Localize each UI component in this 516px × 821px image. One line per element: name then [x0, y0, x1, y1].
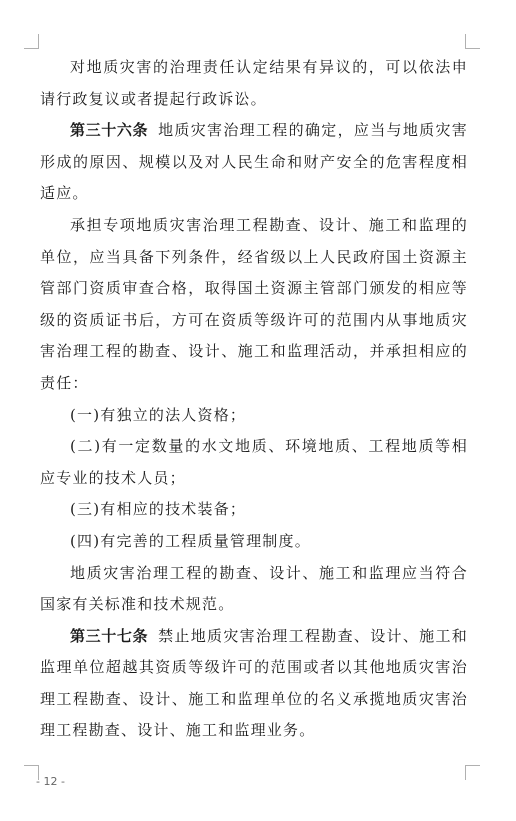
paragraph-3: [40, 210, 468, 400]
paragraph-text: (二)有一定数量的水文地质、环境地质、工程地质等相应专业的技术人员；: [40, 437, 468, 487]
list-item-4: [40, 526, 468, 558]
paragraph-text: 禁止地质灾害治理工程勘查、设计、施工和监理单位超越其资质等级许可的范围或者以其他地质灾害治理工程勘查、设计、施工和监理单位的名义承揽地质灾害治理工程勘查、设计、施工和监理业务。: [40, 626, 468, 740]
paragraph-article-36: [40, 115, 468, 210]
crop-mark-top-right: [465, 34, 480, 49]
paragraph-text: (一)有独立的法人资格；: [70, 405, 247, 424]
paragraph-text: 对地质灾害的治理责任认定结果有异议的，可以依法申请行政复议或者提起行政诉讼。: [40, 58, 468, 108]
paragraph-text: (三)有相应的技术装备；: [70, 500, 247, 519]
list-item-1: [40, 400, 468, 432]
crop-mark-top-left: [24, 34, 39, 49]
article-number: 第三十六条: [70, 121, 149, 140]
page-number: - 12 -: [36, 775, 65, 788]
paragraph-text: 地质灾害治理工程的确定，应当与地质灾害形成的原因、规模以及对人民生命和财产安全的危害程度相适应。: [40, 121, 468, 203]
document-body: [40, 52, 468, 747]
list-item-3: [40, 494, 468, 526]
paragraph-1: [40, 52, 468, 115]
paragraph-8: [40, 558, 468, 621]
article-number: 第三十七条: [70, 626, 149, 645]
list-item-2: [40, 431, 468, 494]
paragraph-text: 承担专项地质灾害治理工程勘查、设计、施工和监理的单位，应当具备下列条件，经省级以上人民政府国土资源主管部门资质审查合格，取得国土资源主管部门颁发的相应等级的资质证书后，方可在资质等级许可的范围内从事地质灾害治理工程的勘查、设计、施工和监理活动，并承担相应的责任：: [40, 215, 468, 392]
crop-mark-bottom-right: [465, 765, 480, 780]
paragraph-article-37: [40, 621, 468, 747]
paragraph-text: 地质灾害治理工程的勘查、设计、施工和监理应当符合国家有关标准和技术规范。: [40, 563, 468, 614]
paragraph-text: (四)有完善的工程质量管理制度。: [70, 531, 311, 550]
